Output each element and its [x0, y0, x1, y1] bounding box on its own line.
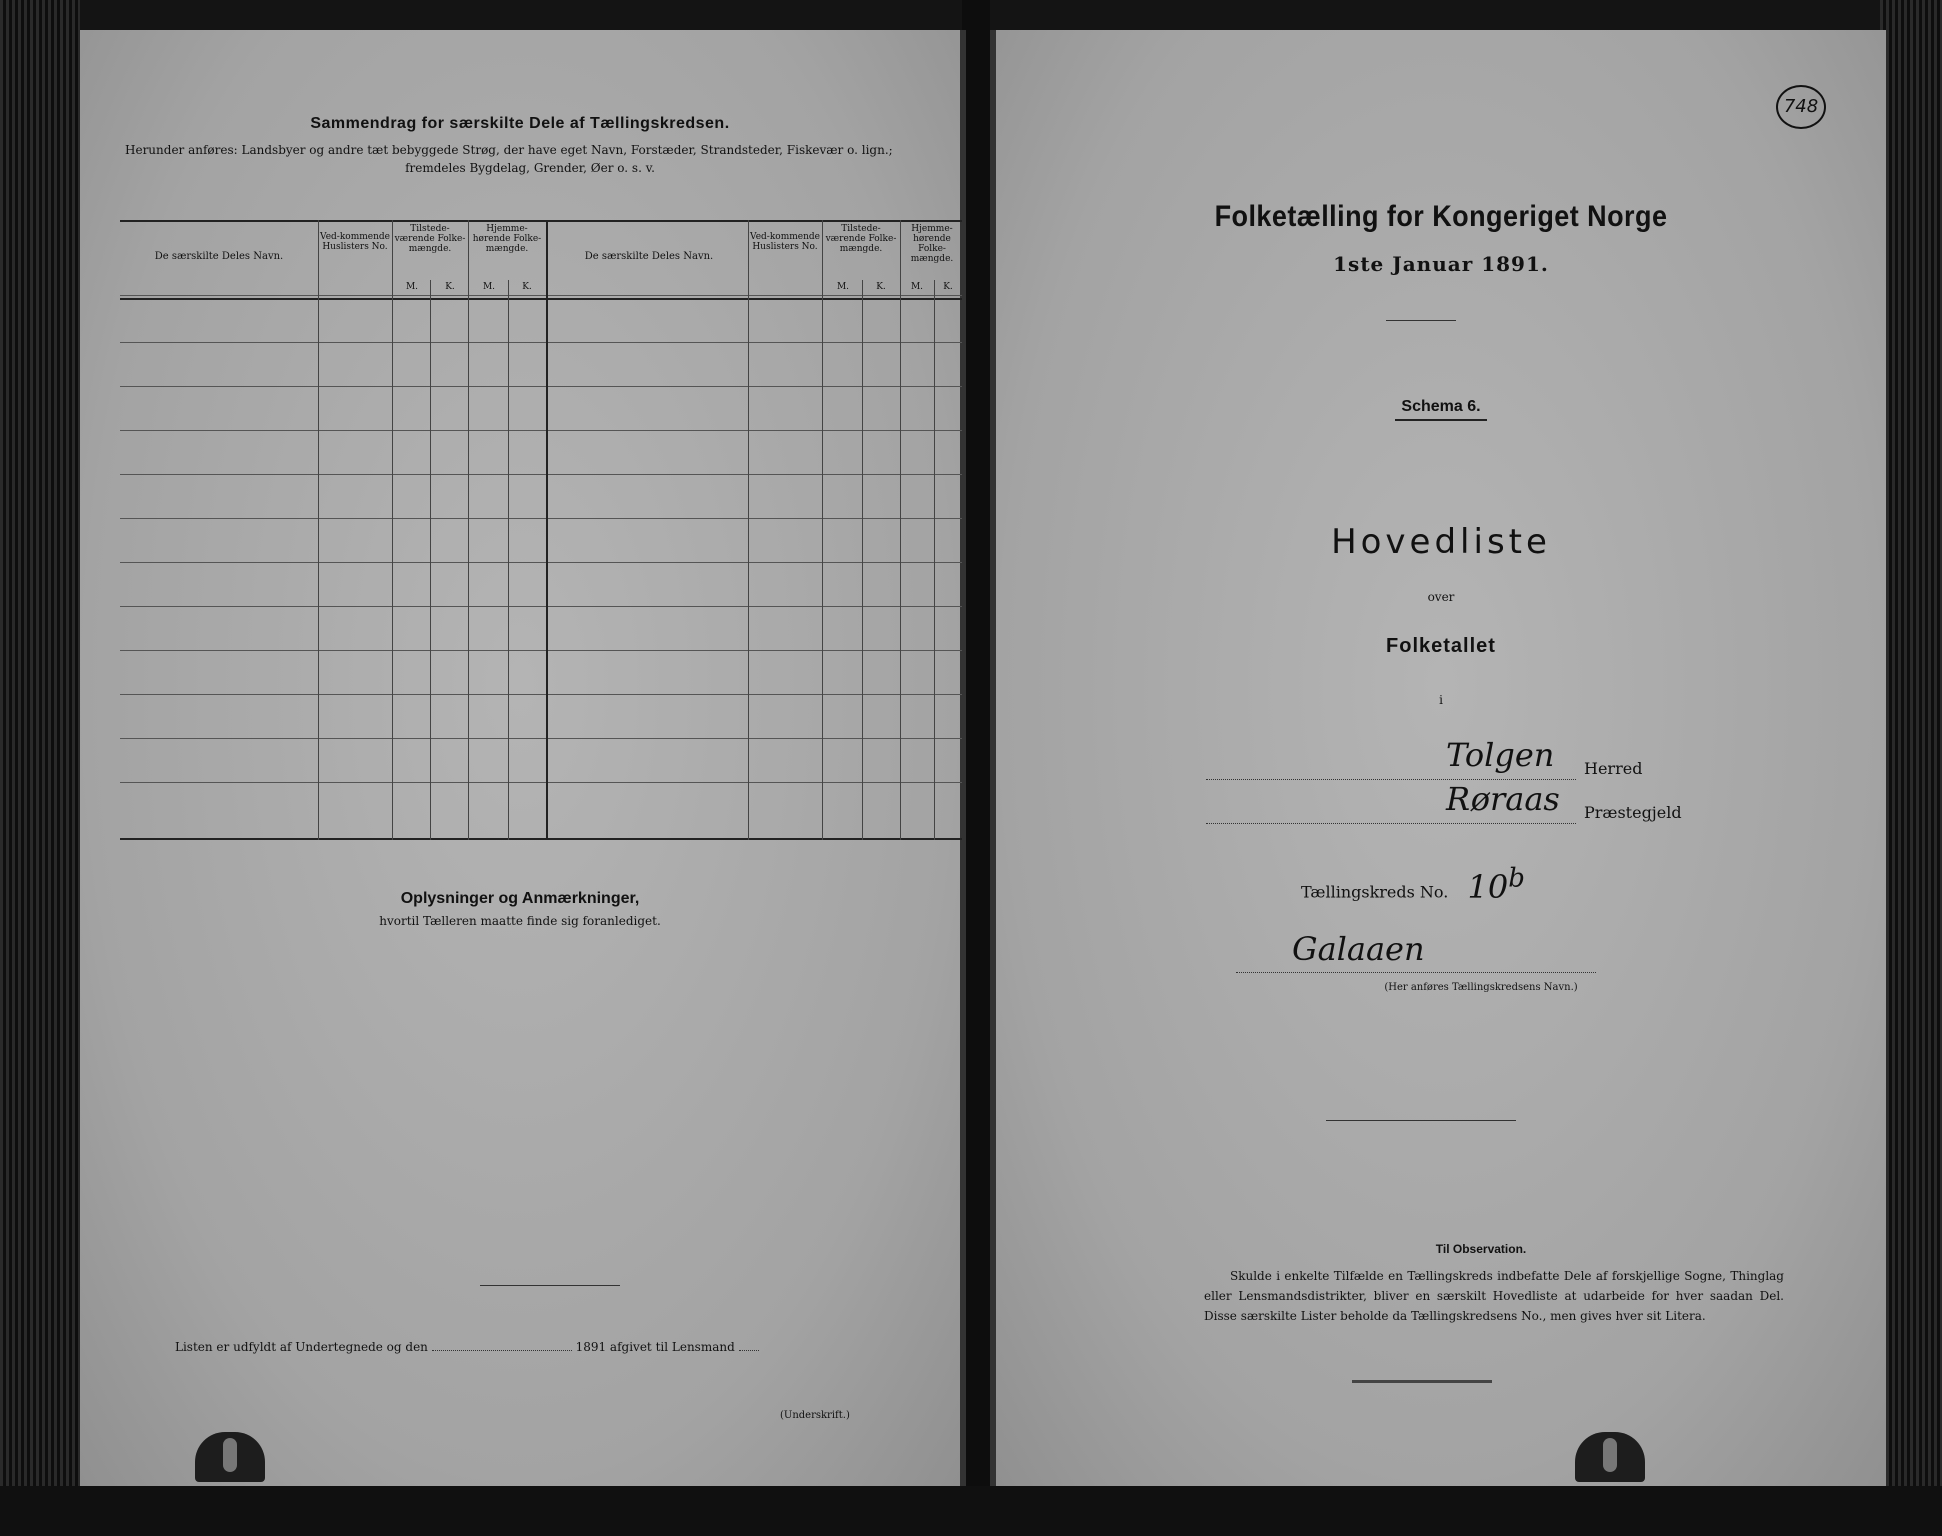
binder-clip-icon [195, 1432, 265, 1482]
remarks-title: Oplysninger og Anmærkninger, [400, 890, 640, 907]
i-text: i [1439, 693, 1443, 707]
table-row [120, 606, 962, 607]
kreds-suffix: b [1508, 863, 1525, 893]
header-k: K. [522, 282, 532, 292]
book-bottom-edge [0, 1486, 1942, 1536]
prestegjeld-blank [1206, 823, 1576, 824]
table-row [120, 650, 962, 651]
table-rule [120, 220, 962, 222]
signature-line-text-b: 1891 afgivet til Lensmand [575, 1340, 735, 1354]
right-page [990, 30, 1886, 1486]
table-column-rule [318, 220, 319, 840]
kreds-label: Tællingskreds No. [1301, 882, 1449, 902]
kreds-handwritten [1467, 863, 1525, 906]
schema-text: Schema 6. [1395, 398, 1486, 421]
summary-table [120, 220, 962, 840]
header-tilstede: Tilstede-værende Folke-mængde. [394, 224, 466, 254]
header-k: K. [445, 282, 455, 292]
divider [1352, 1380, 1492, 1383]
prestegjeld-row [1206, 780, 1826, 824]
header-name: De særskilte Deles Navn. [584, 251, 714, 262]
kreds-number: 10 [1467, 867, 1509, 906]
remarks-subtitle: hvortil Tælleren maatte finde sig foranlediget. [379, 914, 661, 928]
folketallet-heading: Folketallet [1386, 635, 1496, 657]
table-row [120, 386, 962, 387]
table-row [120, 782, 962, 783]
header-m: M. [910, 282, 924, 292]
table-column-rule [508, 280, 509, 840]
table-column-rule [822, 220, 823, 840]
lensmand-blank [739, 1340, 759, 1351]
table-row [120, 430, 962, 431]
header-hjemme: Hjemme-hørende Folke-mængde. [910, 224, 954, 264]
table-column-rule [900, 220, 901, 840]
signature-line [175, 1340, 895, 1354]
divider [1326, 1120, 1516, 1121]
signature-line-text-a: Listen er udfyldt af Undertegnede og den [175, 1340, 428, 1354]
table-column-rule [392, 220, 393, 840]
table-rule [120, 295, 962, 296]
page-number-stamp: 748 [1776, 85, 1826, 129]
table-column-rule [862, 280, 863, 840]
summary-title: Sammendrag for særskilte Dele af Tællingskredsen. [310, 115, 730, 132]
table-column-rule [748, 220, 749, 840]
prestegjeld-handwritten: Røraas [1446, 780, 1560, 818]
kreds-name-row [1236, 930, 1596, 973]
table-rule [120, 298, 962, 300]
summary-intro [125, 141, 935, 177]
table-row [120, 694, 962, 695]
book-edge-left [0, 0, 80, 1536]
observation-title: Til Observation. [1435, 1242, 1527, 1256]
prestegjeld-label: Præstegjeld [1584, 803, 1682, 822]
book-spine [962, 0, 990, 1536]
herred-row [1206, 736, 1826, 780]
kreds-name-handwritten: Galaaen [1292, 930, 1425, 968]
header-m: M. [836, 282, 850, 292]
table-row [120, 342, 962, 343]
header-tilstede: Tilstede-værende Folke-mængde. [825, 224, 897, 254]
hovedliste-heading: Hovedliste [1331, 522, 1551, 562]
header-k: K. [876, 282, 886, 292]
table-column-rule [934, 280, 935, 840]
binder-clip-icon [1575, 1432, 1645, 1482]
table-rule [120, 838, 962, 840]
table-row [120, 562, 962, 563]
header-k: K. [943, 282, 953, 292]
herred-label: Herred [1584, 759, 1643, 778]
header-hjemme: Hjemme-hørende Folke-mængde. [472, 224, 542, 254]
date-blank [432, 1340, 572, 1351]
census-title: Folketælling for Kongeriget Norge [1214, 200, 1668, 233]
table-row [120, 518, 962, 519]
census-date: 1ste Januar 1891. [1333, 252, 1549, 276]
summary-intro-line1: Herunder anføres: Landsbyer og andre tæt bebyggede Strøg, der have eget Navn, Forstæder, Strandsteder, Fiskevær o. lign.; [125, 143, 893, 157]
signature-label: (Underskrift.) [780, 1410, 850, 1421]
divider [1386, 320, 1456, 321]
table-column-rule [546, 220, 548, 840]
header-m: M. [482, 282, 496, 292]
divider [480, 1285, 620, 1286]
left-page [80, 30, 966, 1486]
table-row [120, 474, 962, 475]
herred-handwritten: Tolgen [1446, 736, 1555, 774]
header-name: De særskilte Deles Navn. [154, 251, 284, 262]
kreds-row [1301, 863, 1525, 906]
kreds-note: (Her anføres Tællingskredsens Navn.) [1384, 982, 1578, 993]
table-column-rule [430, 280, 431, 840]
table-column-rule [468, 220, 469, 840]
schema-label [996, 398, 1886, 416]
over-text: over [1427, 590, 1455, 604]
summary-intro-line2: fremdeles Bygdelag, Grender, Øer o. s. v. [405, 161, 655, 175]
book-edge-right [1880, 0, 1942, 1536]
header-huslister: Ved-kommende Huslisters No. [750, 232, 820, 252]
observation-text: Skulde i enkelte Tilfælde en Tællingskreds indbefatte Dele af forskjellige Sogne, Thinglag eller Lensmandsdistrikter, bliver en særskilt Hovedliste at udarbeide for hver saadan Del. Disse særskilte Lister beholde da Tællingskredsens No., men gives hver sit Litera. [1204, 1269, 1784, 1323]
header-huslister: Ved-kommende Huslisters No. [320, 232, 390, 252]
table-row [120, 738, 962, 739]
header-m: M. [405, 282, 419, 292]
